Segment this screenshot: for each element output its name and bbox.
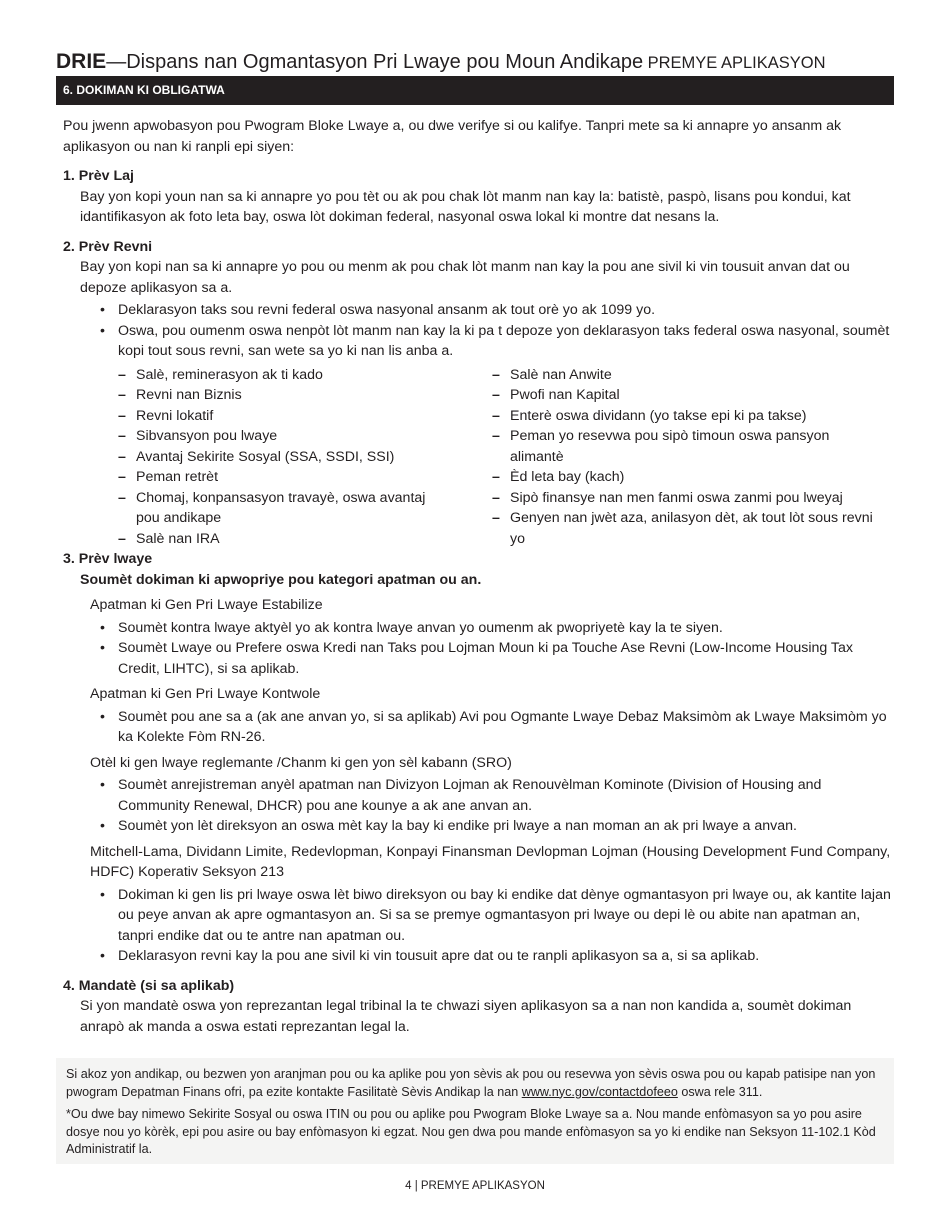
rent-group-bullets (56, 707, 894, 748)
rent-group-bullets (56, 775, 894, 837)
proof-age-heading: 1. Prèv Laj (63, 168, 134, 184)
ssn-note: *Ou dwe bay nimewo Sekirite Sosyal ou oswa ITIN ou pou ou aplike pou Pwogram Bloke Lwaye sa a. Nou mande enfòmasyon sa yo pou asire dosye nou yo kòrèk, epi pou asire ou bay enfòmasyon ki egzat. Nou gen dwa pou mande enfòmasyon sa yo ki endike nan Seksyon 11-102.1 Kòd Administratif la. (66, 1107, 876, 1156)
list-item: – Peman yo resevwa pou sipò timoun oswa pansyon alimantè (492, 426, 877, 467)
rent-group-title: Apatman ki Gen Pri Lwaye Kontwole (90, 686, 321, 702)
page-title (56, 48, 894, 76)
footer-notes (56, 1058, 894, 1164)
list-item: • Soumèt pou ane sa a (ak ane anvan yo, si sa aplikab) Avi pou Ogmante Lwaye Debaz Maksimòm ak Lwaye Maksimòm yo ka Kolekte Fòm RN-26. (90, 707, 894, 748)
income-sources-right (492, 365, 877, 550)
rent-group-title: Apatman ki Gen Pri Lwaye Estabilize (90, 597, 323, 613)
list-item: – Èd leta bay (kach) (492, 467, 877, 488)
accessibility-note (66, 1066, 884, 1101)
list-item: • Soumèt yon lèt direksyon an oswa mèt kay la bay ki endike pri lwaye a nan moman an ak pri lwaye a anvan. (90, 816, 894, 837)
accessibility-note-tail: oswa rele 311. (681, 1084, 763, 1099)
income-sources-grid (56, 365, 894, 550)
list-item: – Salè nan IRA (118, 529, 433, 550)
proof-mandate-heading: 4. Mandatè (si sa aplikab) (63, 977, 235, 994)
section-intro: Pou jwenn apwobasyon pou Pwogram Bloke Lwaye a, ou dwe verifye si ou kalifye. Tanpri mete sa ki annapre yo ansanm ak aplikasyon ou nan ki ranpli epi siyen: (63, 118, 842, 155)
list-item: – Revni lokatif (118, 406, 433, 427)
rent-group-title: Mitchell-Lama, Dividann Limite, Redevlopman, Konpayi Finansman Devlopman Lojman (Housing Development Fund Company, HDFC) Koperativ Seksyon 213 (90, 843, 891, 880)
rent-group-title: Otèl ki gen lwaye reglemante /Chanm ki gen yon sèl kabann (SRO) (90, 754, 512, 771)
page-number: 4 | PREMYE APLIKASYON (405, 1180, 545, 1192)
document-page (56, 48, 894, 1037)
proof-income-bullets (56, 300, 894, 362)
list-item: • Dokiman ki gen lis pri lwaye oswa lèt biwo direksyon ou bay ki endike dat dènye ogmantasyon pri lwaye ou, ak kantite lajan ou peye anvan ak apre ogmantasyon an. Si sa se premye ogmantasyon pri lwaye ou depi lè ou abite nan apatman an, tanpri endike dat ou te antre nan apatman ou. (90, 885, 894, 947)
income-sources-left (118, 365, 433, 550)
proof-income-text: Bay yon kopi nan sa ki annapre yo pou ou menm ak pou chak lòt manm nan kay la pou ane sivil ki vin tousuit anvan dat ou depoze aplikasyon sa a. (80, 259, 850, 296)
list-item: – Avantaj Sekirite Sosyal (SSA, SSDI, SSI) (118, 447, 433, 468)
title-dash: — (106, 51, 127, 73)
proof-income-heading: 2. Prèv Revni (63, 238, 153, 255)
list-item: • Oswa, pou oumenm oswa nenpòt lòt manm nan kay la ki pa t depoze yon deklarasyon taks federal oswa nasyonal, soumèt kopi tout sous revni, san wete sa yo ki nan lis anba a. (80, 321, 894, 362)
brand-title: DRIE (56, 50, 107, 73)
proof-mandate-text: Si yon mandatè oswa yon reprezantan legal tribinal la te chwazi siyen aplikasyon sa a nan non kandida a, soumèt dokiman anrapò ak manda a oswa estati reprezantan legal la. (80, 998, 852, 1035)
list-item: – Pwofi nan Kapital (492, 385, 877, 406)
list-item: – Peman retrèt (118, 467, 433, 488)
list-item: • Soumèt anrejistreman anyèl apatman nan Divizyon Lojman ak Renouvèlman Kominote (Division of Housing and Community Renewal, DHCR) pou ane kounye a ak ane anvan an. (90, 775, 894, 816)
list-item: – Chomaj, konpansasyon travayè, oswa avantaj pou andikape (118, 488, 433, 529)
list-item: • Deklarasyon taks sou revni federal oswa nasyonal ansanm ak tout orè yo ak 1099 yo. (80, 300, 894, 321)
program-name: Dispans nan Ogmantasyon Pri Lwaye pou Moun Andikape (126, 51, 644, 73)
list-item: • Soumèt Lwaye ou Prefere oswa Kredi nan Taks pou Lojman Moun ki pa Touche Ase Revni (Low-Income Housing Tax Credit, LIHTC), si sa aplikab. (90, 638, 894, 679)
proof-rent-subheading: Soumèt dokiman ki apwopriye pou kategori apatman ou an. (80, 571, 482, 588)
list-item: – Genyen nan jwèt aza, anilasyon dèt, ak tout lòt sous revni yo (492, 508, 877, 549)
rent-group-bullets (56, 618, 894, 680)
accessibility-note-text: Si akoz yon andikap, ou bezwen yon aranjman pou ou ka aplike pou yon sèvis ak pou ou resevwa yon sèvis oswa pou ou kapab patisipe nan yon pwogram Depatman Finans ofri, pa ezite kontakte Fasilitatè Sèvis Andikap la nan (66, 1067, 876, 1099)
list-item: – Revni nan Biznis (118, 385, 433, 406)
list-item: • Deklarasyon revni kay la pou ane sivil ki vin tousuit apre dat ou te ranpli aplikasyon sa a, si sa aplikab. (90, 946, 894, 967)
list-item: – Sipò finansye nan men fanmi oswa zanmi pou lweyaj (492, 488, 877, 509)
section-header: 6. DOKIMAN KI OBLIGATWA (56, 76, 894, 105)
contact-link[interactable]: www.nyc.gov/contactdofeeo (521, 1084, 678, 1099)
form-name: PREMYE APLIKASYON (647, 54, 826, 72)
rent-group-bullets (56, 885, 894, 967)
list-item: • Soumèt kontra lwaye aktyèl yo ak kontra lwaye anvan yo oumenm ak pwopriyetè kay la te siyen. (90, 618, 894, 639)
list-item: – Salè, reminerasyon ak ti kado (118, 365, 433, 386)
proof-rent-heading: 3. Prèv lwaye (63, 551, 153, 567)
list-item: – Salè nan Anwite (492, 365, 877, 386)
list-item: – Enterè oswa dividann (yo takse epi ki pa takse) (492, 406, 877, 427)
proof-age-text: Bay yon kopi youn nan sa ki annapre yo pou tèt ou ak pou chak lòt manm nan kay la: batistè, paspò, lisans pou kondui, kat idantifikasyon ak foto leta bay, oswa lòt dokiman federal, nasyonal oswa lokal ki montre dat nesans la. (80, 188, 851, 225)
list-item: – Sibvansyon pou lwaye (118, 426, 433, 447)
